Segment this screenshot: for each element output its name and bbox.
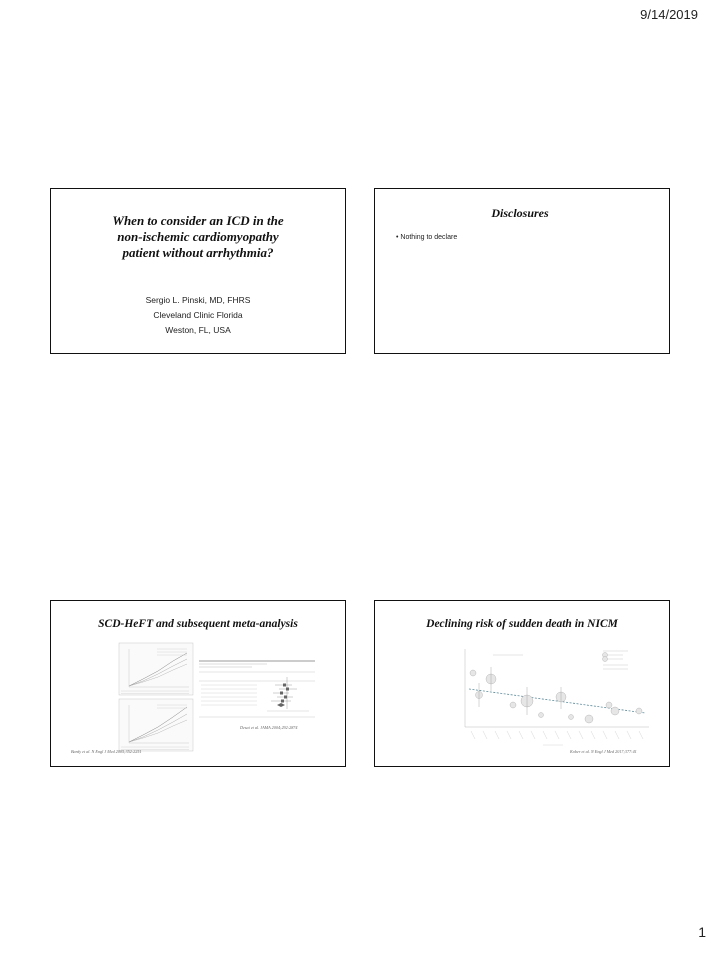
forest-plot-figure xyxy=(197,659,317,721)
slide-disclosures xyxy=(374,188,670,354)
slide-declining-risk xyxy=(374,600,670,767)
slide-title xyxy=(50,188,346,354)
title-line: non-ischemic cardiomyopathy xyxy=(117,229,279,244)
page-number: 1 xyxy=(698,924,706,940)
kaplan-meier-figure xyxy=(113,641,197,755)
title-line: patient without arrhythmia? xyxy=(122,245,274,260)
slide-heading: Disclosures xyxy=(491,206,549,220)
slide-heading: SCD-HeFT and subsequent meta-analysis xyxy=(98,618,298,630)
title-line: When to consider an ICD in the xyxy=(112,213,284,228)
author-block xyxy=(51,293,345,338)
scatter-trend-figure xyxy=(453,643,657,751)
citation: Kober et al. N Engl J Med 2017;377:41 xyxy=(570,749,637,754)
author-name: Sergio L. Pinski, MD, FHRS xyxy=(145,295,251,305)
author-location: Weston, FL, USA xyxy=(165,325,231,335)
author-affiliation: Cleveland Clinic Florida xyxy=(153,310,243,320)
bullet-text: Nothing to declare xyxy=(400,234,458,241)
header-date: 9/14/2019 xyxy=(640,7,698,22)
slide-title-heading xyxy=(51,213,345,261)
citation: Desai et al. JAMA 2004;292:2874 xyxy=(240,725,298,730)
citation: Bardy et al. N Engl J Med 2005;352:2251 xyxy=(71,749,142,754)
slide-heading: Declining risk of sudden death in NICM xyxy=(426,618,618,630)
slide-scd-heft xyxy=(50,600,346,767)
bullet-item: • Nothing to declare xyxy=(396,234,458,241)
